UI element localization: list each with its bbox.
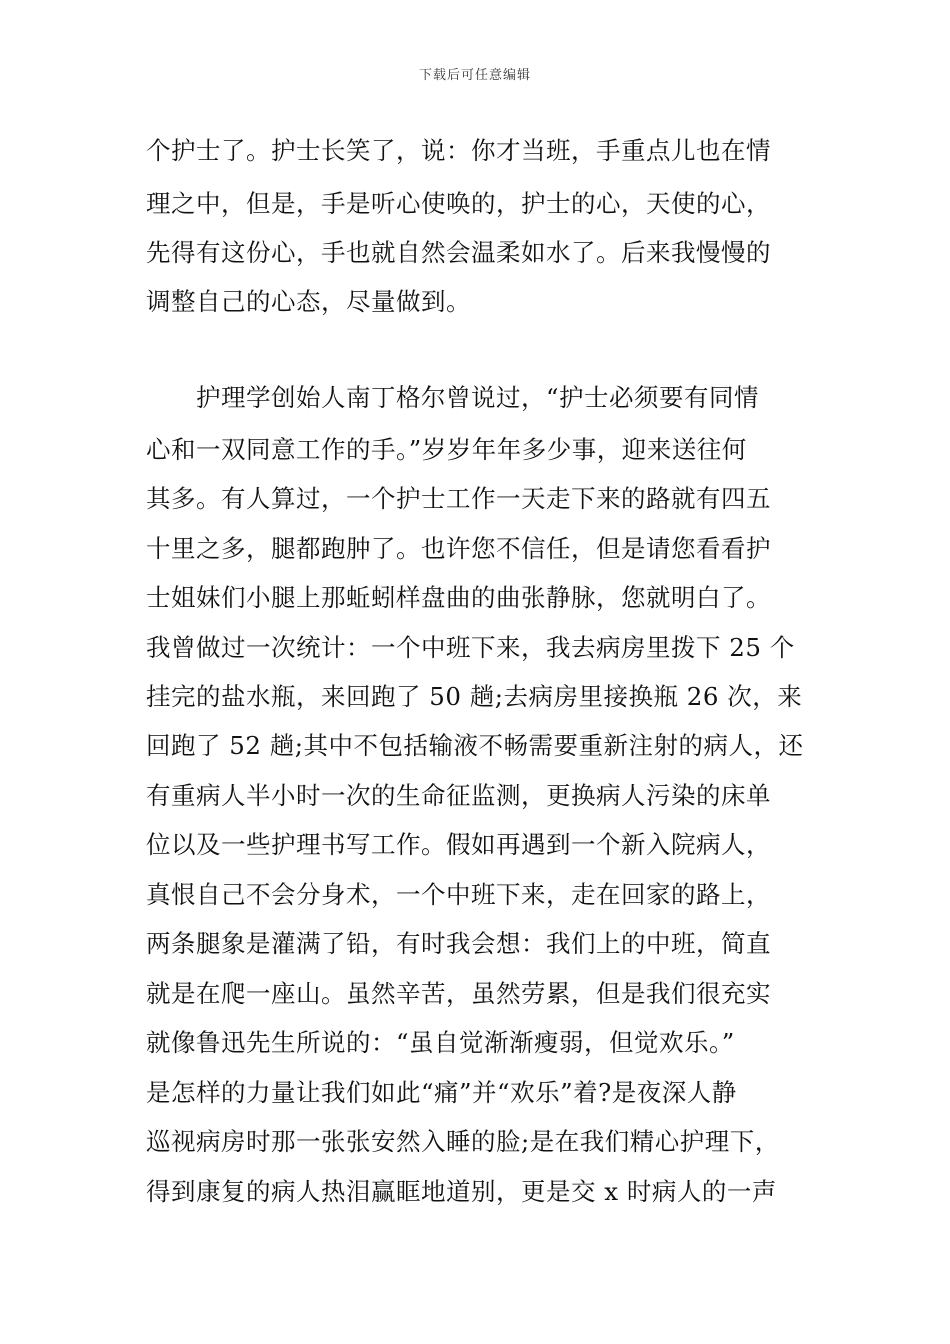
paragraph-2-line-9: 有重病人半小时一次的生命征监测，更换病人污染的床单 bbox=[146, 781, 771, 810]
paragraph-1-line-4: 调整自己的心态，尽量做到。 bbox=[146, 287, 471, 316]
paragraph-2-line-6: 我曾做过一次统计：一个中班下来，我去病房里拨下 25 个 bbox=[146, 633, 795, 662]
paragraph-2-line-12: 两条腿象是灌满了铅，有时我会想：我们上的中班，简直 bbox=[146, 929, 771, 958]
paragraph-2-line-15: 是怎样的力量让我们如此“痛”并“欢乐”着?是夜深人静 bbox=[146, 1078, 737, 1107]
paragraph-1-line-2: 理之中，但是，手是听心使唤的，护士的心，天使的心， bbox=[146, 189, 771, 218]
paragraph-2-line-3: 其多。有人算过，一个护士工作一天走下来的路就有四五 bbox=[146, 484, 771, 513]
page-header: 下载后可任意编辑 bbox=[418, 68, 531, 83]
paragraph-2-line-5: 士姐妹们小腿上那蚯蚓样盘曲的曲张静脉，您就明白了。 bbox=[146, 583, 771, 612]
paragraph-1-line-3: 先得有这份心，手也就自然会温柔如水了。后来我慢慢的 bbox=[146, 238, 771, 267]
paragraph-2-line-10: 位以及一些护理书写工作。假如再遇到一个新入院病人， bbox=[146, 830, 771, 859]
paragraph-2-line-1: 护理学创始人南丁格尔曾说过，“护士必须要有同情 bbox=[146, 383, 760, 412]
paragraph-2-line-16: 巡视病房时那一张张安然入睡的脸;是在我们精心护理下， bbox=[146, 1127, 780, 1156]
paragraph-2-line-11: 真恨自己不会分身术，一个中班下来，走在回家的路上， bbox=[146, 880, 771, 909]
paragraph-2-line-13: 就是在爬一座山。虽然辛苦，虽然劳累，但是我们很充实 bbox=[146, 979, 771, 1008]
paragraph-2-line-14: 就像鲁迅先生所说的：“虽自觉渐渐瘦弱，但觉欢乐。” bbox=[146, 1028, 735, 1057]
paragraph-1-line-1: 个护士了。护士长笑了，说：你才当班，手重点儿也在情 bbox=[146, 136, 771, 165]
paragraph-2-line-4: 十里之多，腿都跑肿了。也许您不信任，但是请您看看护 bbox=[146, 534, 771, 563]
paragraph-2-line-2: 心和一双同意工作的手。”岁岁年年多少事，迎来送往何 bbox=[146, 435, 747, 464]
paragraph-2-line-7: 挂完的盐水瓶，来回跑了 50 趟;去病房里接换瓶 26 次，来 bbox=[146, 682, 803, 711]
paragraph-2-line-17: 得到康复的病人热泪赢眶地道别，更是交 x 时病人的一声 bbox=[146, 1177, 777, 1206]
paragraph-2-line-8: 回跑了 52 趟;其中不包括输液不畅需要重新注射的病人，还 bbox=[146, 731, 804, 760]
